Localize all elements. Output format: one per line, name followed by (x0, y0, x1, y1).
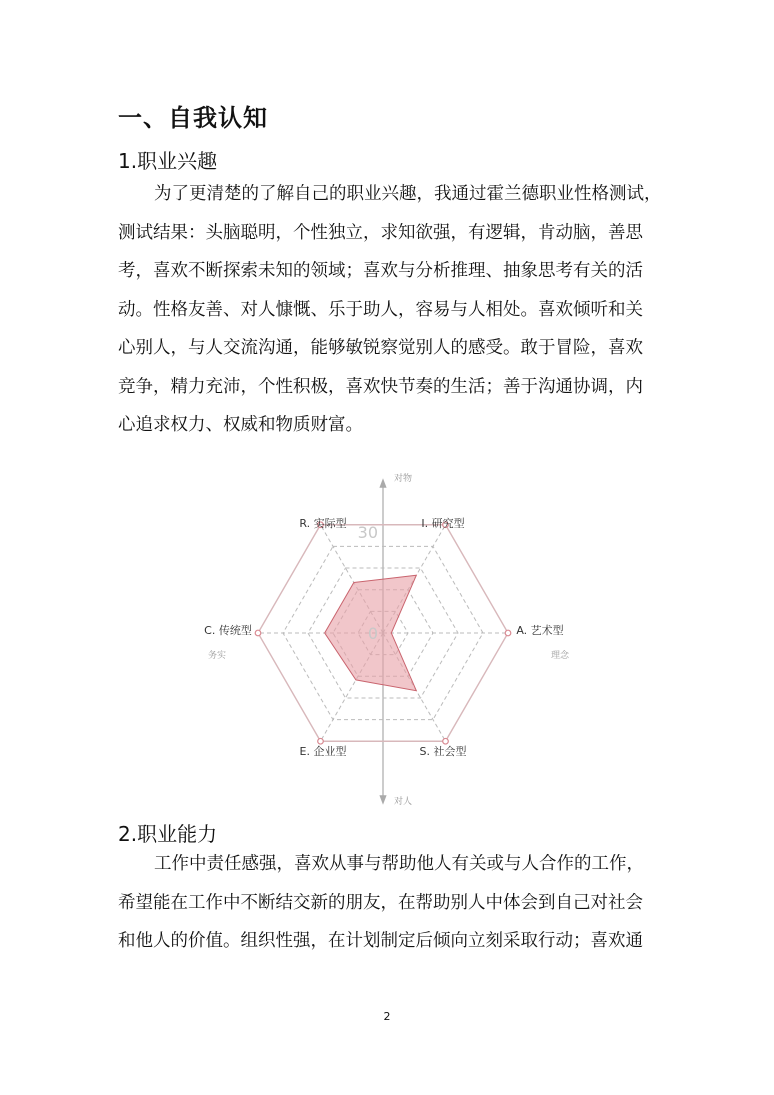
paragraph-line: 为了更清楚的了解自己的职业兴趣，我通过霍兰德职业性格测试， (154, 184, 662, 204)
radar-vertex-marker (505, 630, 511, 636)
paragraph-line: 考，喜欢不断探索未知的领域；喜欢与分析推理、抽象思考有关的活 (118, 261, 643, 281)
paragraph-line: 和他人的价值。组织性强，在计划制定后倾向立刻采取行动；喜欢通 (118, 931, 643, 951)
category-label: I. 研究型 (421, 517, 465, 530)
ability-paragraph (118, 845, 666, 961)
radar-vertex-marker (443, 738, 449, 744)
paragraph-line: 心别人，与人交流沟通，能够敏锐察觉别人的感受。敢于冒险，喜欢 (118, 338, 643, 358)
radar-vertex-marker (255, 630, 261, 636)
paragraph-line: 希望能在工作中不断结交新的朋友，在帮助别人中体会到自己对社会 (118, 892, 643, 913)
holland-radar-chart (190, 465, 584, 810)
section-title: 一、自我认知 (118, 104, 268, 132)
paragraph-line: 动。性格友善、对人慷慨、乐于助人，容易与人相处。喜欢倾听和关 (118, 299, 643, 320)
category-label: C. 传统型 (204, 624, 252, 637)
paragraph-line: 工作中责任感强，喜欢从事与帮助他人有关或与人合作的工作， (154, 854, 644, 874)
direction-label-right: 理念 (550, 651, 570, 661)
paragraph-line: 心追求权力、权威和物质财富。 (118, 415, 363, 435)
subsection-title-ability: 2.职业能力 (118, 822, 218, 846)
direction-label-left: 务实 (207, 651, 227, 661)
category-label: A. 艺术型 (516, 624, 564, 637)
direction-label-top: 对物 (393, 474, 413, 484)
paragraph-line: 竞争，精力充沛，个性积极，喜欢快节奏的生活；善于沟通协调，内 (118, 376, 643, 397)
category-label: S. 社会型 (419, 745, 467, 758)
category-label: R. 实际型 (299, 517, 347, 530)
subsection-title-interest: 1.职业兴趣 (118, 149, 218, 173)
axis-min-label: 0 (367, 624, 378, 643)
interest-paragraph (118, 175, 666, 445)
direction-label-bottom: 对人 (393, 797, 413, 807)
radar-vertex-marker (318, 738, 324, 744)
axis-max-label: 30 (357, 523, 378, 542)
page-number: 2 (383, 1010, 391, 1023)
paragraph-line: 测试结果：头脑聪明，个性独立，求知欲强，有逻辑，肯动脑，善思 (118, 222, 643, 243)
category-label: E. 企业型 (299, 745, 347, 758)
